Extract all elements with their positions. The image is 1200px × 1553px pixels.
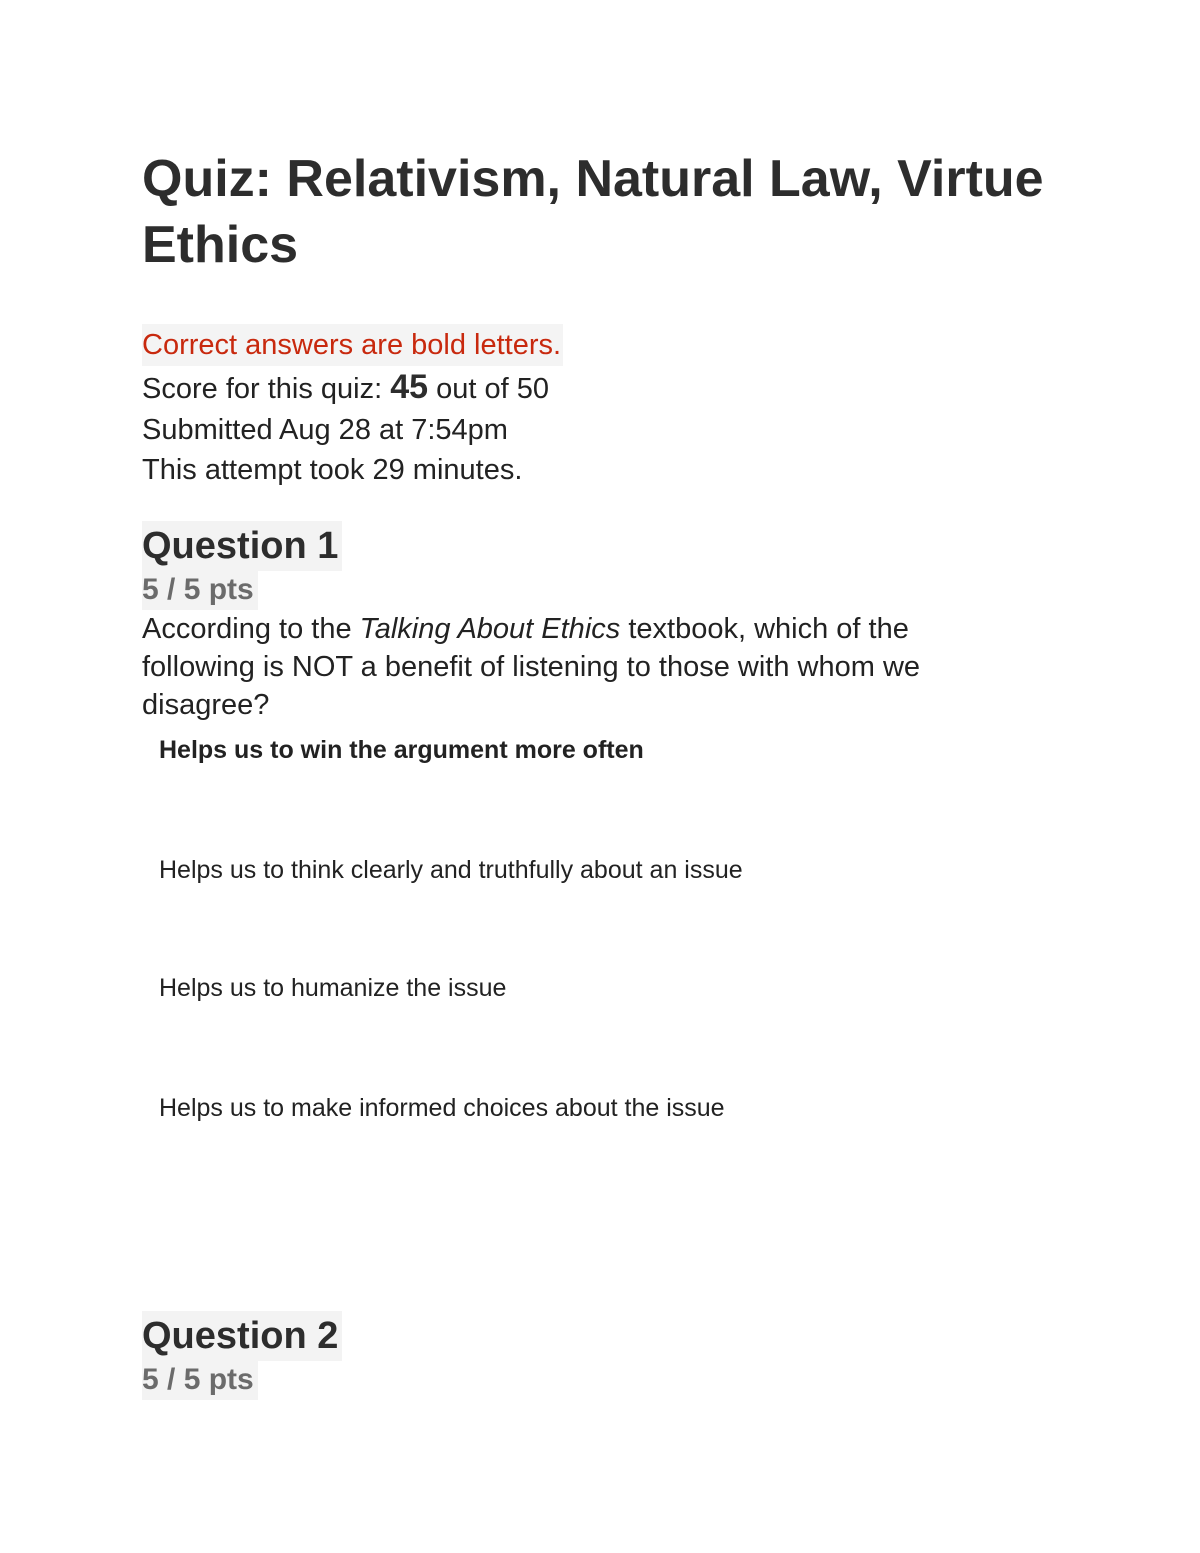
answer-option: Helps us to make informed choices about the issue [159,1094,725,1122]
score-suffix: out of 50 [428,373,549,405]
attempt-duration: This attempt took 29 minutes. [142,454,523,486]
answer-option: Helps us to think clearly and truthfully about an issue [159,856,743,884]
score-value: 45 [390,368,429,406]
question-1-prompt [142,610,1022,724]
prompt-text-start: According to the [142,613,360,645]
quiz-summary [142,324,563,490]
question-2-heading: Question 2 [142,1311,342,1361]
correct-answers-notice: Correct answers are bold letters. [142,324,563,366]
prompt-text-end: textbook, which of the following is NOT a benefit of listening to those with whom we disagree? [142,613,921,721]
question-2-points: 5 / 5 pts [142,1360,258,1400]
textbook-title: Talking About Ethics [359,613,621,645]
question-1-points: 5 / 5 pts [142,570,258,610]
score-prefix: Score for this quiz: [142,373,391,405]
page-title: Quiz: Relativism, Natural Law, Virtue Ethics [142,150,1044,274]
answer-option: Helps us to humanize the issue [159,974,507,1002]
answer-option-correct: Helps us to win the argument more often [159,736,644,764]
question-1-heading: Question 1 [142,521,342,571]
submitted-time: Submitted Aug 28 at 7:54pm [142,414,508,446]
score-line [142,366,563,410]
